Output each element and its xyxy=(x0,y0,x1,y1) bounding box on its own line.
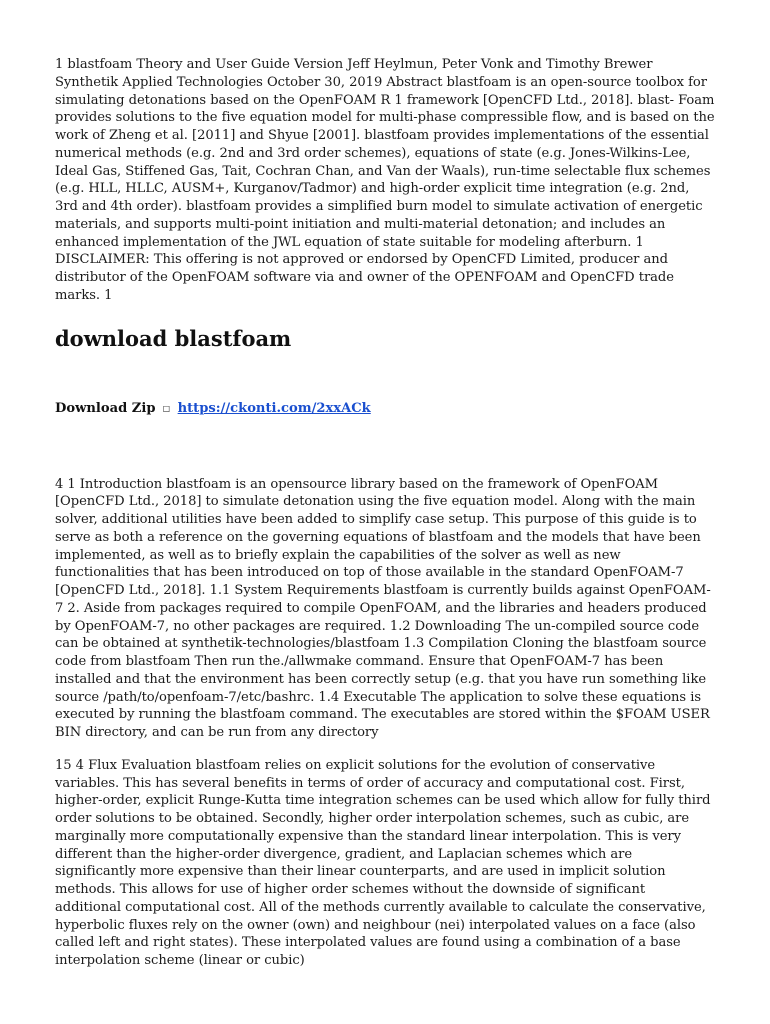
flux-evaluation-paragraph: 15 4 Flux Evaluation blastfoam relies on explicit solutions for the evolution of conservative variables. This has several benefits in terms of order of accuracy and computational cost. First, higher-order, explicit Runge-Kutta time integration schemes can be used which allow for fully third order solutions to be obtained. Secondly, higher order interpolation schemes, such as cubic, are marginally more computationally expensive than the standard linear interpolation. This is very different than the higher-order divergence, gradient, and Laplacian schemes which are significantly more expensive than their linear counterparts, and are used in implicit solution methods. This allows for use of higher order schemes without the downside of significant additional computational cost. All of the methods currently available to calculate the conservative, hyperbolic fluxes rely on the owner (own) and neighbour (nei) interpolated values on a face (also called left and right states). These interpolated values are found using a combination of a base interpolation scheme (linear or cubic) xyxy=(55,757,711,968)
download-link[interactable]: https://ckonti.com/2xxACk xyxy=(177,400,371,416)
page-title: download blastfoam xyxy=(55,325,292,351)
box-icon: ☐ xyxy=(162,400,171,415)
introduction-paragraph: 4 1 Introduction blastfoam is an opensource library based on the framework of OpenFOAM [OpenCFD Ltd., 2018] to simulate detonation using the five equation model. Along with the main solver, additional utilities have been added to simplify case setup. This purpose of this guide is to serve as both a reference on the governing equations of blastfoam and the models that have been implemented, as well as to briefly explain the capabilities of the solver as well as new functionalities that has been introduced on top of those available in the standard OpenFOAM-7 [OpenCFD Ltd., 2018]. 1.1 System Requirements blastfoam is currently builds against OpenFOAM-7 2. Aside from packages required to compile OpenFOAM, and the libraries and headers produced by OpenFOAM-7, no other packages are required. 1.2 Downloading The un-compiled source code can be obtained at synthetik-technologies/blastfoam 1.3 Compilation Cloning the blastfoam source code from blastfoam Then run the./allwmake command. Ensure that OpenFOAM-7 has been installed and that the environment has been correctly setup (e.g. that you have run something like source /path/to/openfoam-7/etc/bashrc. 1.4 Executable The application to solve these equations is executed by running the blastfoam command. The executables are stored within the $FOAM USER BIN directory, and can be run from any directory xyxy=(55,476,711,740)
download-label: Download Zip xyxy=(55,400,156,416)
abstract-paragraph: 1 blastfoam Theory and User Guide Version Jeff Heylmun, Peter Vonk and Timothy Brewer Synthetik Applied Technologies October 30, 2019 Abstract blastfoam is an open-source toolbox for simulating detonations based on the OpenFOAM R 1 framework [OpenCFD Ltd., 2018]. blast- Foam provides solutions to the five equation model for multi-phase compressible flow, and is based on the work of Zheng et al. [2011] and Shyue [2001]. blastfoam provides implementations of the essential numerical methods (e.g. 2nd and 3rd order schemes), equations of state (e.g. Jones-Wilkins-Lee, Ideal Gas, Stiffened Gas, Tait, Cochran Chan, and Van der Waals), run-time selectable flux schemes (e.g. HLL, HLLC, AUSM+, Kurganov/Tadmor) and high-order explicit time integration (e.g. 2nd, 3rd and 4th order). blastfoam provides a simplified burn model to simulate activation of energetic materials, and supports multi-point initiation and multi-material detonation; and includes an enhanced implementation of the JWL equation of state suitable for modeling afterburn. 1 DISCLAIMER: This offering is not approved or endorsed by OpenCFD Limited, producer and distributor of the OpenFOAM software via and owner of the OPENFOAM and OpenCFD trade marks. 1 xyxy=(55,57,715,303)
download-line xyxy=(55,399,715,418)
